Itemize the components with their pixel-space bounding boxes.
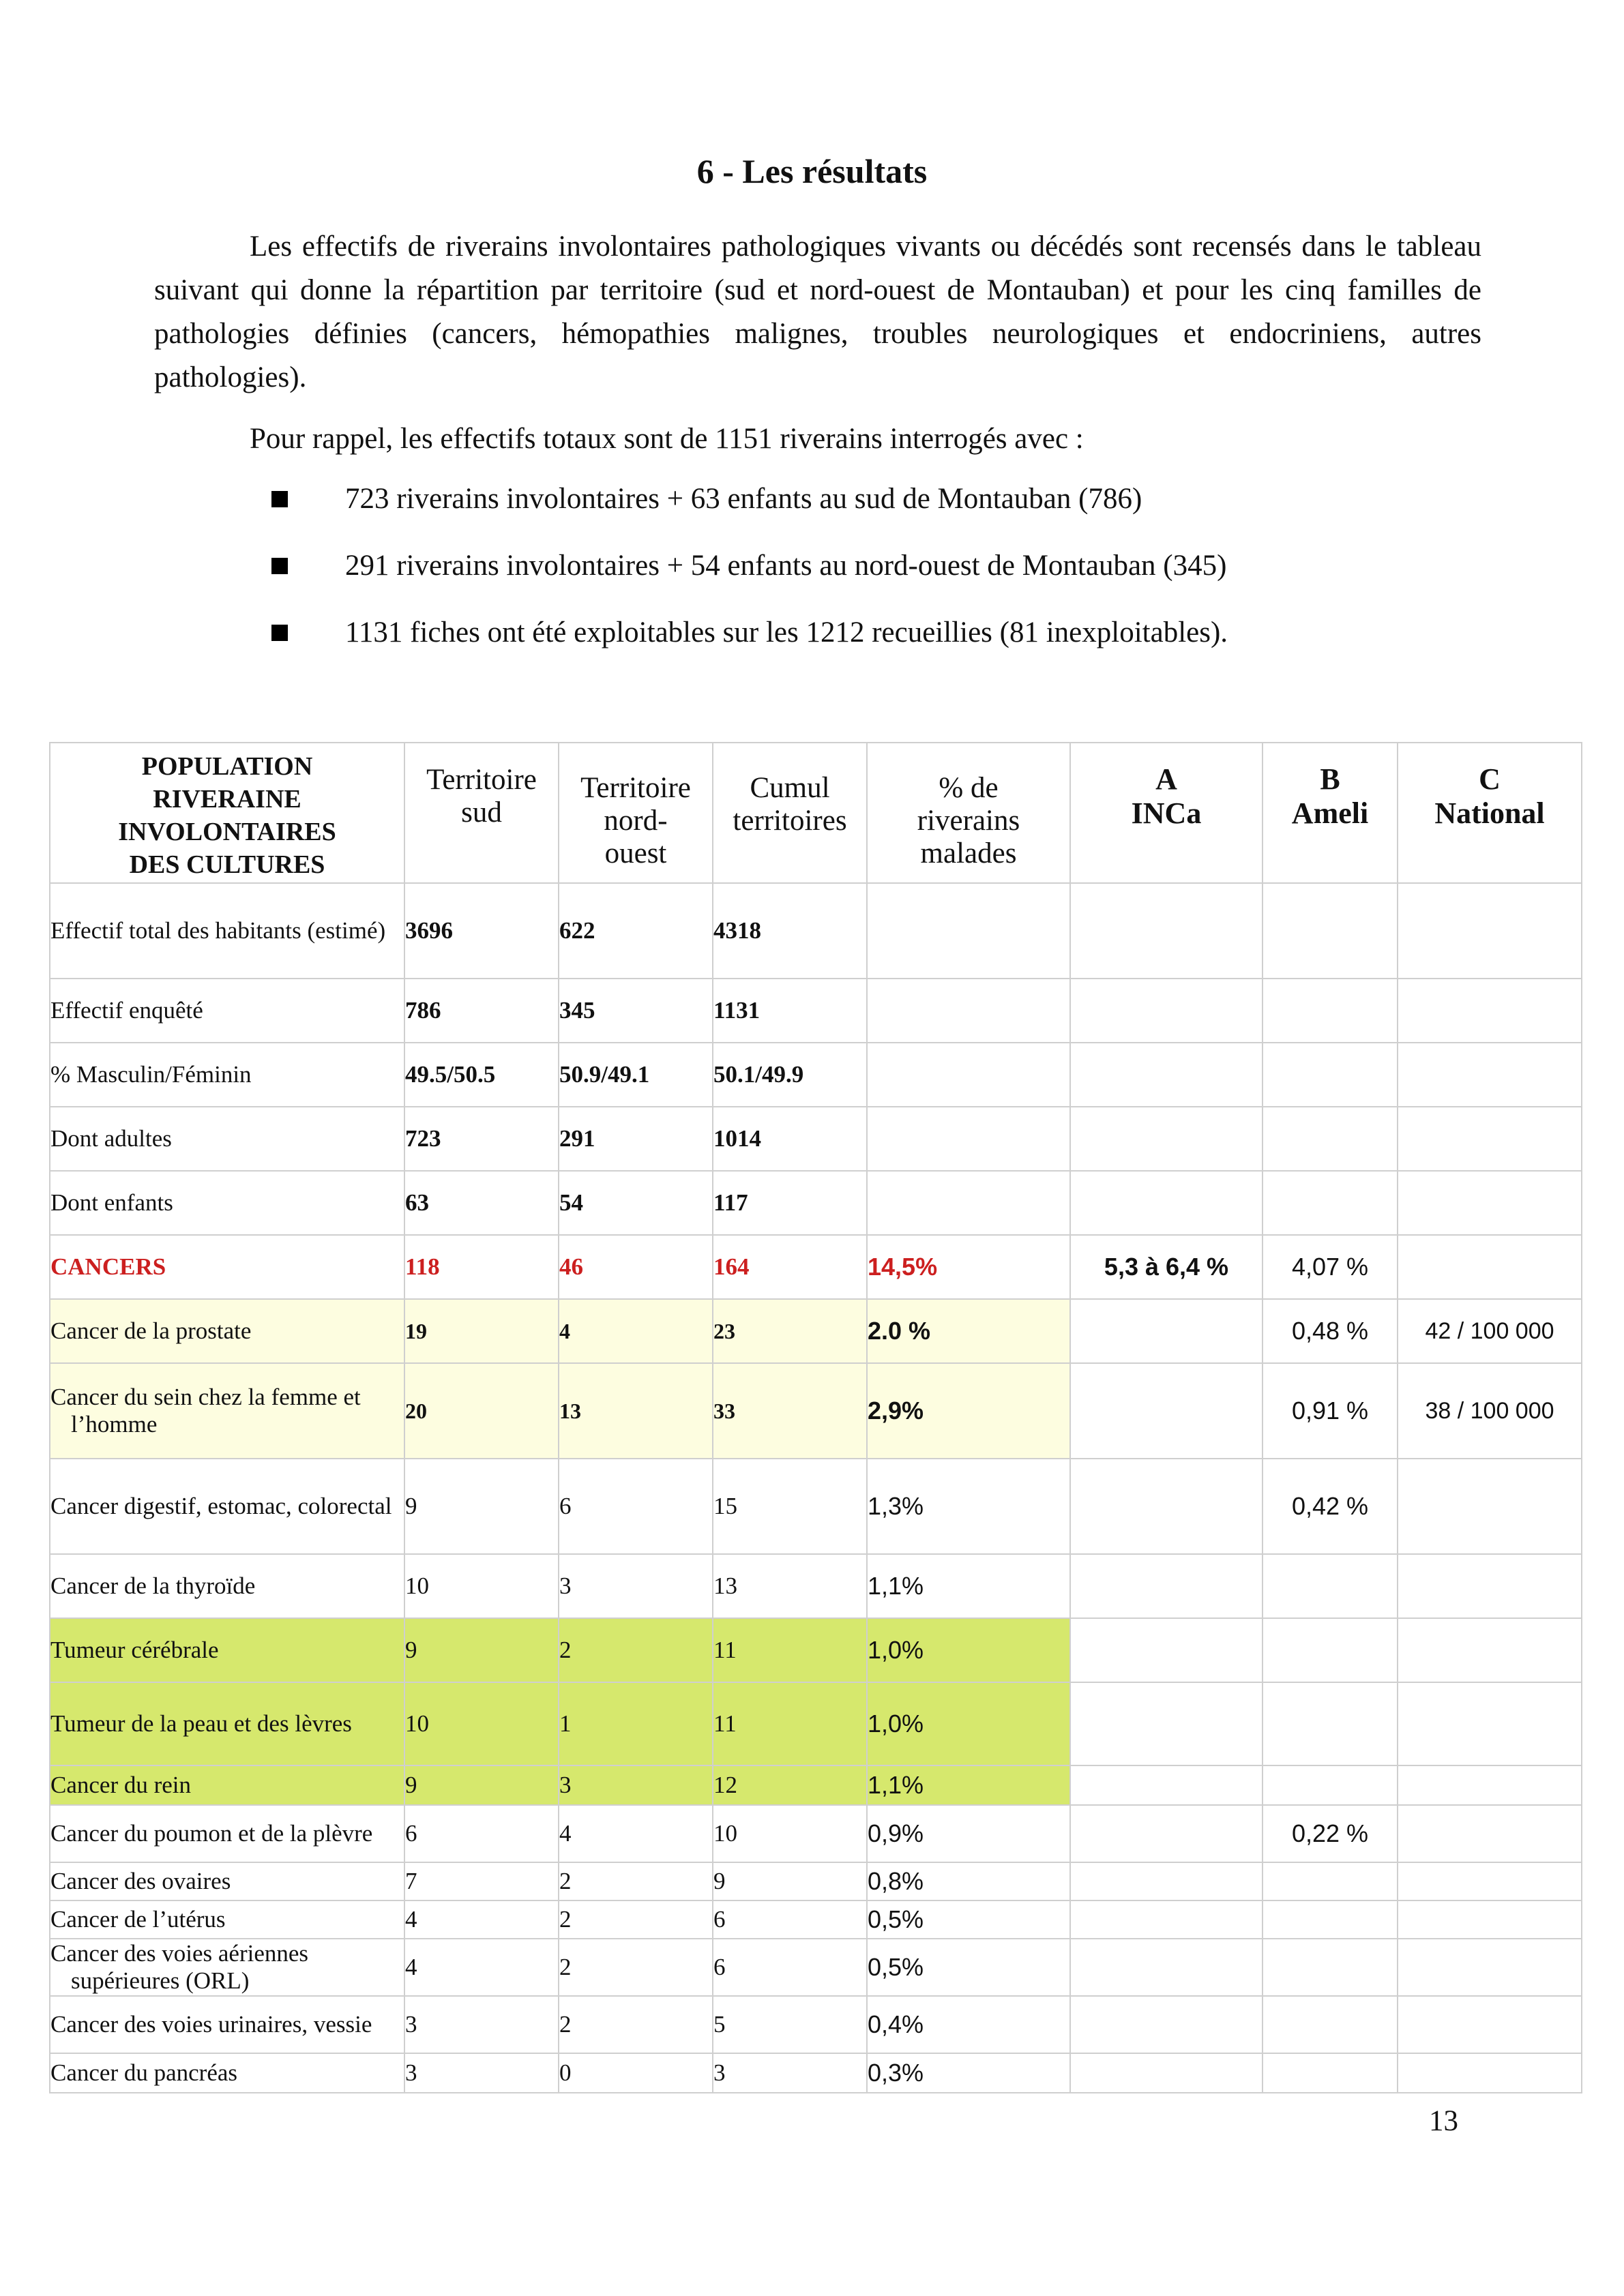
cell-a [1070, 1862, 1263, 1900]
cell-pct: 1,1% [867, 1765, 1070, 1805]
cell-sud: 19 [404, 1299, 559, 1363]
cell-pct: 1,3% [867, 1459, 1070, 1554]
section-title: 6 - Les résultats [696, 152, 928, 190]
row-label [50, 1171, 404, 1235]
cell-b: 0,48 % [1263, 1299, 1398, 1363]
header-c-national [1398, 743, 1582, 883]
row-label-text: Cancer digestif, estomac, colorectal [50, 1493, 392, 1519]
header-line: B [1320, 762, 1340, 796]
cell-a [1070, 979, 1263, 1043]
results-table [49, 742, 1582, 2093]
square-bullet-icon [271, 491, 288, 507]
row-label-text: Cancer des ovaires [50, 1868, 231, 1894]
cell-b: 0,91 % [1263, 1363, 1398, 1459]
cell-cumul: 10 [713, 1805, 867, 1862]
cell-pct: 0,4% [867, 1996, 1070, 2053]
row-label [50, 1107, 404, 1171]
cell-cumul: 6 [713, 1939, 867, 1996]
cell-b: 4,07 % [1263, 1235, 1398, 1299]
row-label-text: Cancer de la thyroïde [50, 1572, 256, 1599]
cell-sud: 118 [404, 1235, 559, 1299]
table-row [50, 1363, 1582, 1459]
table-header-row [50, 743, 1582, 883]
cell-pct [867, 979, 1070, 1043]
cell-nord: 291 [559, 1107, 713, 1171]
row-label-text: Cancer de l’utérus [50, 1906, 226, 1933]
cell-pct: 2.0 % [867, 1299, 1070, 1363]
cell-b [1263, 1618, 1398, 1682]
row-label-text: Tumeur cérébrale [50, 1637, 219, 1663]
row-label-text: Tumeur de la peau et des lèvres [50, 1710, 352, 1737]
cell-c: 42 / 100 000 [1398, 1299, 1582, 1363]
cell-c: 38 / 100 000 [1398, 1363, 1582, 1459]
cell-nord: 2 [559, 1996, 713, 2053]
bullet-text: 723 riverains involontaires + 63 enfants au sud de Montauban (786) [345, 483, 1142, 515]
reminder-paragraph: Pour rappel, les effectifs totaux sont de 1151 riverains interrogés avec : [250, 423, 1084, 455]
table-row [50, 1618, 1582, 1682]
cell-pct [867, 1171, 1070, 1235]
cell-a [1070, 1805, 1263, 1862]
table-row [50, 979, 1582, 1043]
row-label-text: Cancer du poumon et de la plèvre [50, 1820, 373, 1847]
cell-sud: 4 [404, 1900, 559, 1939]
cell-c [1398, 1554, 1582, 1618]
header-line: Ameli [1291, 796, 1369, 830]
header-line: INCa [1131, 796, 1202, 830]
header-line: INVOLONTAIRES [118, 818, 336, 846]
cell-c [1398, 2053, 1582, 2093]
cell-nord: 622 [559, 883, 713, 979]
cell-b [1263, 1939, 1398, 1996]
header-line: Territoire [580, 772, 691, 804]
row-label [50, 1554, 404, 1618]
cell-a [1070, 1939, 1263, 1996]
header-line: DES CULTURES [129, 850, 325, 879]
cell-pct: 0,3% [867, 2053, 1070, 2093]
cell-b: 0,22 % [1263, 1805, 1398, 1862]
cell-cumul: 15 [713, 1459, 867, 1554]
header-territoire-nord-ouest [559, 743, 713, 883]
cell-c [1398, 1618, 1582, 1682]
cell-sud: 10 [404, 1682, 559, 1765]
cell-a [1070, 1554, 1263, 1618]
cell-nord: 50.9/49.1 [559, 1043, 713, 1107]
cell-sud: 3 [404, 2053, 559, 2093]
cell-a [1070, 1107, 1263, 1171]
header-line: malades [920, 837, 1017, 869]
header-line: riverains [917, 805, 1020, 837]
cell-c [1398, 1235, 1582, 1299]
header-line: territoires [733, 805, 847, 837]
table-body [50, 883, 1582, 2093]
row-label-text: Cancer du rein [50, 1772, 192, 1798]
cell-a [1070, 1043, 1263, 1107]
header-line: Cumul [750, 772, 830, 804]
table-row [50, 1107, 1582, 1171]
cell-cumul: 3 [713, 2053, 867, 2093]
cell-nord: 3 [559, 1554, 713, 1618]
cell-c [1398, 1862, 1582, 1900]
row-label [50, 1363, 404, 1459]
table-row [50, 1171, 1582, 1235]
row-label-text: Cancer de la prostate [50, 1317, 252, 1344]
cell-c [1398, 1939, 1582, 1996]
cell-b [1263, 2053, 1398, 2093]
cell-a [1070, 1299, 1263, 1363]
cell-pct: 1,1% [867, 1554, 1070, 1618]
header-territoire-sud [404, 743, 559, 883]
cell-nord: 2 [559, 1862, 713, 1900]
table-row [50, 1765, 1582, 1805]
cell-a [1070, 1459, 1263, 1554]
cell-sud: 49.5/50.5 [404, 1043, 559, 1107]
cell-sud: 10 [404, 1554, 559, 1618]
cell-b [1263, 1171, 1398, 1235]
cell-cumul: 13 [713, 1554, 867, 1618]
header-pct-malades [867, 743, 1070, 883]
row-label-text: % Masculin/Féminin [50, 1061, 252, 1088]
cell-nord: 13 [559, 1363, 713, 1459]
cell-a [1070, 1171, 1263, 1235]
row-label-text: Cancer du pancréas [50, 2059, 238, 2086]
table-row [50, 1682, 1582, 1765]
cell-pct: 2,9% [867, 1363, 1070, 1459]
header-line: nord- [604, 805, 668, 837]
cell-a [1070, 1900, 1263, 1939]
header-a-inca [1070, 743, 1263, 883]
row-label [50, 1043, 404, 1107]
cell-b [1263, 1862, 1398, 1900]
table-row [50, 1862, 1582, 1900]
cell-nord: 2 [559, 1900, 713, 1939]
row-label [50, 1765, 404, 1805]
cell-cumul: 11 [713, 1618, 867, 1682]
header-line: POPULATION [141, 752, 313, 781]
cell-a [1070, 1996, 1263, 2053]
cell-nord: 4 [559, 1805, 713, 1862]
table-row [50, 1900, 1582, 1939]
square-bullet-icon [271, 558, 288, 574]
row-label [50, 1682, 404, 1765]
cell-nord: 345 [559, 979, 713, 1043]
cell-sud: 9 [404, 1765, 559, 1805]
cell-c [1398, 1459, 1582, 1554]
cell-sud: 7 [404, 1862, 559, 1900]
cell-b [1263, 1554, 1398, 1618]
cell-pct: 0,8% [867, 1862, 1070, 1900]
cell-pct [867, 1043, 1070, 1107]
cell-nord: 0 [559, 2053, 713, 2093]
cell-nord: 1 [559, 1682, 713, 1765]
cell-sud: 20 [404, 1363, 559, 1459]
table-row [50, 1299, 1582, 1363]
cell-nord: 2 [559, 1939, 713, 1996]
cell-cumul: 50.1/49.9 [713, 1043, 867, 1107]
cell-a [1070, 1618, 1263, 1682]
row-label [50, 1235, 404, 1299]
table-row [50, 1043, 1582, 1107]
row-label [50, 1805, 404, 1862]
header-line: C [1479, 762, 1501, 796]
cell-a [1070, 1682, 1263, 1765]
table-row [50, 1939, 1582, 1996]
cell-sud: 786 [404, 979, 559, 1043]
table-row [50, 1459, 1582, 1554]
row-label-text: Dont enfants [50, 1189, 173, 1216]
cell-c [1398, 1107, 1582, 1171]
header-line: ouest [604, 837, 667, 869]
table-row [50, 1996, 1582, 2053]
cell-cumul: 117 [713, 1171, 867, 1235]
cell-pct: 0,9% [867, 1805, 1070, 1862]
page-number: 13 [1429, 2105, 1458, 2137]
row-label-text: Cancer des voies aériennes supérieures (ORL) [50, 1940, 309, 1994]
cell-a [1070, 2053, 1263, 2093]
cell-cumul: 9 [713, 1862, 867, 1900]
cell-pct: 1,0% [867, 1682, 1070, 1765]
header-line: % de [939, 772, 999, 804]
cell-c [1398, 1996, 1582, 2053]
cell-cumul: 4318 [713, 883, 867, 979]
cell-c [1398, 1682, 1582, 1765]
table-row [50, 883, 1582, 979]
cell-nord: 46 [559, 1235, 713, 1299]
cell-nord: 4 [559, 1299, 713, 1363]
row-label [50, 2053, 404, 2093]
cell-cumul: 23 [713, 1299, 867, 1363]
cell-c [1398, 1900, 1582, 1939]
header-line: National [1434, 796, 1545, 830]
header-line: RIVERAINE [153, 785, 301, 814]
cell-sud: 63 [404, 1171, 559, 1235]
cell-b [1263, 1996, 1398, 2053]
cell-cumul: 6 [713, 1900, 867, 1939]
row-label [50, 979, 404, 1043]
header-line: Territoire [426, 764, 537, 796]
cell-nord: 54 [559, 1171, 713, 1235]
cell-cumul: 1014 [713, 1107, 867, 1171]
cell-a: 5,3 à 6,4 % [1070, 1235, 1263, 1299]
cell-sud: 3 [404, 1996, 559, 2053]
cell-c [1398, 1805, 1582, 1862]
cell-sud: 723 [404, 1107, 559, 1171]
table-row [50, 1554, 1582, 1618]
row-label-text: Effectif enquêté [50, 997, 203, 1024]
cell-sud: 6 [404, 1805, 559, 1862]
row-label [50, 1618, 404, 1682]
table-row [50, 2053, 1582, 2093]
cell-a [1070, 1765, 1263, 1805]
header-b-ameli [1263, 743, 1398, 883]
bullet-text: 291 riverains involontaires + 54 enfants au nord-ouest de Montauban (345) [345, 550, 1227, 582]
cell-b [1263, 979, 1398, 1043]
cell-c [1398, 1765, 1582, 1805]
row-label [50, 1900, 404, 1939]
row-label [50, 883, 404, 979]
cell-sud: 3696 [404, 883, 559, 979]
cell-a [1070, 1363, 1263, 1459]
cell-sud: 9 [404, 1618, 559, 1682]
header-population [50, 743, 404, 883]
row-label-text: Cancer du sein chez la femme et l’homme [50, 1384, 361, 1437]
header-line: sud [461, 796, 502, 829]
cell-a [1070, 883, 1263, 979]
row-label [50, 1299, 404, 1363]
cell-c [1398, 1043, 1582, 1107]
cell-b: 0,42 % [1263, 1459, 1398, 1554]
row-label [50, 1939, 404, 1996]
cell-b [1263, 1107, 1398, 1171]
table-row [50, 1235, 1582, 1299]
cell-pct: 0,5% [867, 1900, 1070, 1939]
cell-cumul: 33 [713, 1363, 867, 1459]
header-cumul [713, 743, 867, 883]
cell-b [1263, 883, 1398, 979]
table-row [50, 1805, 1582, 1862]
row-label-text: CANCERS [50, 1253, 166, 1280]
intro-paragraph: Les effectifs de riverains involontaires pathologiques vivants ou décédés sont recensés dans le tableau suivant qui donne la répartition par territoire (sud et nord-ouest de Montauban) et pour les cinq familles de pathologies définies (cancers, hémopathies malignes, troubles neurologiques et endocriniens, autres pathologies). [154, 230, 1481, 393]
cell-pct: 1,0% [867, 1618, 1070, 1682]
cell-b [1263, 1900, 1398, 1939]
cell-pct [867, 1107, 1070, 1171]
cell-nord: 3 [559, 1765, 713, 1805]
cell-pct [867, 883, 1070, 979]
cell-cumul: 164 [713, 1235, 867, 1299]
row-label [50, 1862, 404, 1900]
cell-sud: 4 [404, 1939, 559, 1996]
cell-sud: 9 [404, 1459, 559, 1554]
cell-b [1263, 1043, 1398, 1107]
row-label [50, 1996, 404, 2053]
cell-cumul: 5 [713, 1996, 867, 2053]
header-line: A [1155, 762, 1177, 796]
cell-cumul: 11 [713, 1682, 867, 1765]
row-label-text: Dont adultes [50, 1125, 172, 1152]
row-label [50, 1459, 404, 1554]
cell-pct: 14,5% [867, 1235, 1070, 1299]
cell-nord: 6 [559, 1459, 713, 1554]
cell-b [1263, 1682, 1398, 1765]
square-bullet-icon [271, 625, 288, 641]
row-label-text: Effectif total des habitants (estimé) [50, 917, 386, 944]
cell-b [1263, 1765, 1398, 1805]
cell-cumul: 1131 [713, 979, 867, 1043]
cell-c [1398, 979, 1582, 1043]
row-label-text: Cancer des voies urinaires, vessie [50, 2011, 372, 2038]
cell-nord: 2 [559, 1618, 713, 1682]
cell-pct: 0,5% [867, 1939, 1070, 1996]
cell-c [1398, 1171, 1582, 1235]
cell-c [1398, 883, 1582, 979]
bullet-text: 1131 fiches ont été exploitables sur les 1212 recueillies (81 inexploitables). [345, 616, 1228, 648]
cell-cumul: 12 [713, 1765, 867, 1805]
